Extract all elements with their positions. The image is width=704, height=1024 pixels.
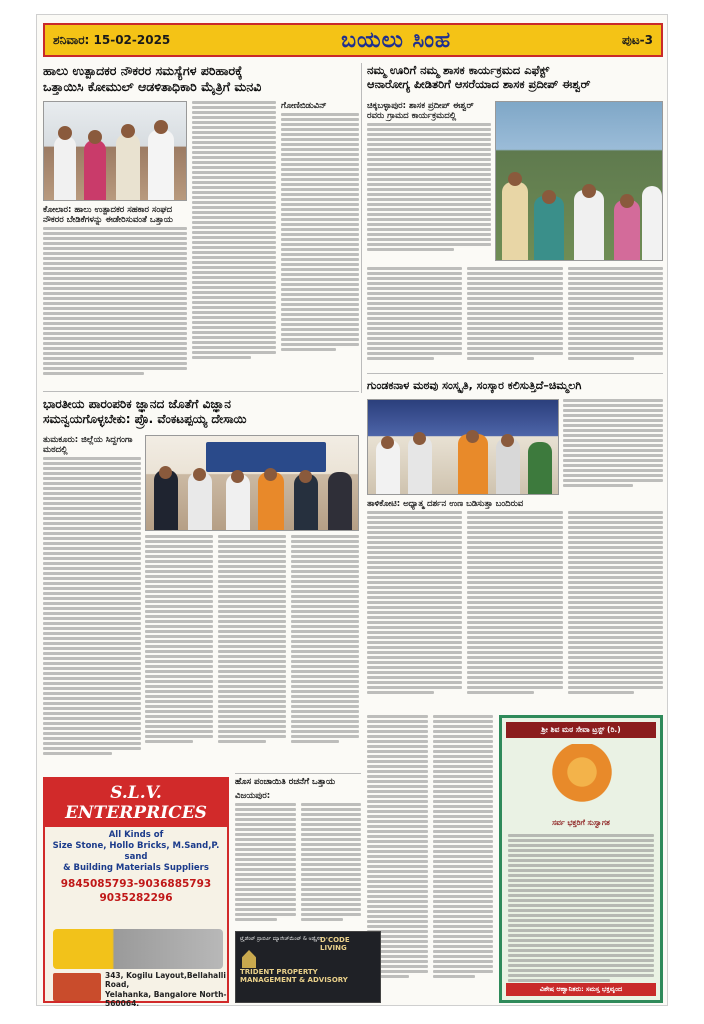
milk-photo [43,101,187,201]
swami-portrait-icon [532,744,632,814]
invitation-ad [499,715,663,1003]
excavator-truck-icon [53,929,223,969]
panchayat-body [235,791,361,927]
science-body-col1 [43,435,141,771]
trident-ad-brand: D'CODE LIVING [320,936,350,952]
slv-ad-address1: 343, Kogilu Layout,Bellahalli Road, [105,971,226,990]
house-icon [53,973,101,1001]
slv-ad-phone2: 9035282296 [99,892,173,905]
gundakanala-photo [367,399,559,495]
masthead [43,23,663,57]
invitation-footer: ವಿಶೇಷ ಆಹ್ವಾನಿತರು: ಸಮಸ್ತ ಭಕ್ತವೃಂದ [506,983,656,996]
newspaper-page [36,14,668,1009]
trident-property-ad [235,931,381,1003]
science-body [145,535,359,771]
science-headline-line1: ಭಾರತೀಯ ಪಾರಂಪರಿಕ ಜ್ಞಾನದ ಜೊತೆಗೆ ವಿಜ್ಞಾನ [43,397,231,411]
invitation-header: ಶ್ರೀ ಶಿವ ಮಠ ಸೇವಾ ಟ್ರಸ್ಟ್ (ರಿ.) [506,722,656,738]
gundakanala-lede: ತಾಳಿಕೋಟಿ: ಅಧ್ಯಾತ್ಮ ದರ್ಶನ ಉಣ ಬಡಿಸುತ್ತಾ ಬಂದಿರುವ [367,499,524,509]
newspaper-title: ಬಯಲು ಸಿಂಹ [341,27,452,53]
mla-headline-line2: ಆನಾರೋಗ್ಯ ಪೀಡಿತರಿಗೆ ಆಸರೆಯಾದ ಶಾಸಕ ಪ್ರದೀಪ್ ಈಶ್ವರ್ [367,77,591,92]
mla-photo [495,101,663,261]
trident-ad-tagline: ಟ್ರೈಡೆಂಟ್ ಪ್ರಾಪರ್ಟಿ ಮ್ಯಾನೇಜ್‌ಮೆಂಟ್ & ಅಡ್ವೈಸರಿ [240,936,322,942]
gundakanala-body-right [563,399,663,495]
slv-ad-phones [45,877,227,905]
slv-ad-address [105,971,227,1009]
mla-headline-line1: ನಮ್ಮ ಊರಿಗೆ ನಮ್ಮ ಶಾಸಕ ಕಾರ್ಯಕ್ರಮದ ಎಫೆಕ್ಟ್ [367,63,550,77]
slv-ad-products [45,827,227,874]
invitation-body [508,834,654,984]
mla-headline [367,63,665,92]
issue-date: ಶನಿವಾರ: 15-02-2025 [53,32,171,47]
building-logo-icon [242,950,256,968]
slv-ad-address2: Yelahanka, Bangalore North-560064. [105,989,227,1009]
milk-col3-lede: ಗೋಣಿಬಿಡುವಿನ್ [281,101,327,111]
science-headline-line2: ಸಮನ್ವಯಗೊಳ್ಳಬೇಕು: ಪ್ರೊ. ವೆಂಕಟಪ್ಪಯ್ಯ ದೇಸಾಯಿ [43,412,247,426]
milk-headline-line2: ಒತ್ತಾಯಿಸಿ ಕೋಮುಲ್ ಆಡಳಿತಾಧಿಕಾರಿ ಮೈತ್ರಿಗೆ ಮನವಿ [43,78,262,94]
mla-body-col1 [367,101,491,263]
milk-headline [43,63,355,94]
science-photo [145,435,359,531]
slv-ad-line1: All Kinds of [108,830,164,840]
panchayat-headline: ಹೊಸ ಪಂಚಾಯಿತಿ ರಚನೆಗೆ ಒತ್ತಾಯ [235,777,336,787]
invitation-subtitle: ಸರ್ವ ಭಕ್ತರಿಗೆ ಸುಸ್ವಾಗತ [552,818,610,827]
panchayat-lede: ವಿಜಯಪುರ: [235,791,271,801]
slv-ad-line2: Size Stone, Hollo Bricks, M.Sand,P. sand [52,841,220,863]
mla-body-bottom [367,267,663,369]
gundakanala-body-continued [367,715,493,1003]
science-lede: ತುಮಕೂರು: ಜಿಲ್ಲೆಯ ಸಿದ್ದಗಂಗಾ ಮಠದಲ್ಲಿ [43,435,133,456]
slv-ad-phone1: 9845085793-9036885793 [60,878,212,891]
gundakanala-body [367,499,663,711]
science-headline [43,397,359,427]
gundakanala-headline: ಗುಂಡಕನಾಳ ಮಠವು ಸಂಸ್ಕೃತಿ, ಸಂಸ್ಕಾರ ಕಲಿಸುತ್ತಿದೆ–ಚಿಮ್ಮಲಗಿ [367,379,582,392]
milk-body-col3 [281,101,359,385]
slv-ad-title: S.L.V. ENTERPRICES [45,779,227,827]
slv-enterprices-ad [43,777,229,1009]
slv-ad-line3: & Building Materials Suppliers [63,863,209,874]
trident-ad-name: TRIDENT PROPERTY MANAGEMENT & ADVISORY [240,968,348,985]
mla-lede: ಚಿಕ್ಕಬಳ್ಳಾಪುರ: ಶಾಸಕ ಪ್ರದೀಪ್ ಈಶ್ವರ್ ರವರು ಗ್ರಾಮದ ಕಾರ್ಯಕ್ರಮದಲ್ಲಿ [367,101,474,122]
milk-body-col1 [43,205,187,385]
milk-headline-line1: ಹಾಲು ಉತ್ಪಾದಕರ ನೌಕರರ ಸಮಸ್ಯೆಗಳ ಪರಿಹಾರಕ್ಕೆ [43,63,243,78]
milk-body-col2 [192,101,276,385]
page-number: ಪುಟ-3 [622,32,653,47]
milk-lede: ಕೋಲಾರ: ಹಾಲು ಉತ್ಪಾದಕರ ಸಹಕಾರ ಸಂಘದ ನೌಕರರ ಬೇಡಿಕೆಗಳನ್ನು ಈಡೇರಿಸುವಂತೆ ಒತ್ತಾಯ [43,205,173,226]
